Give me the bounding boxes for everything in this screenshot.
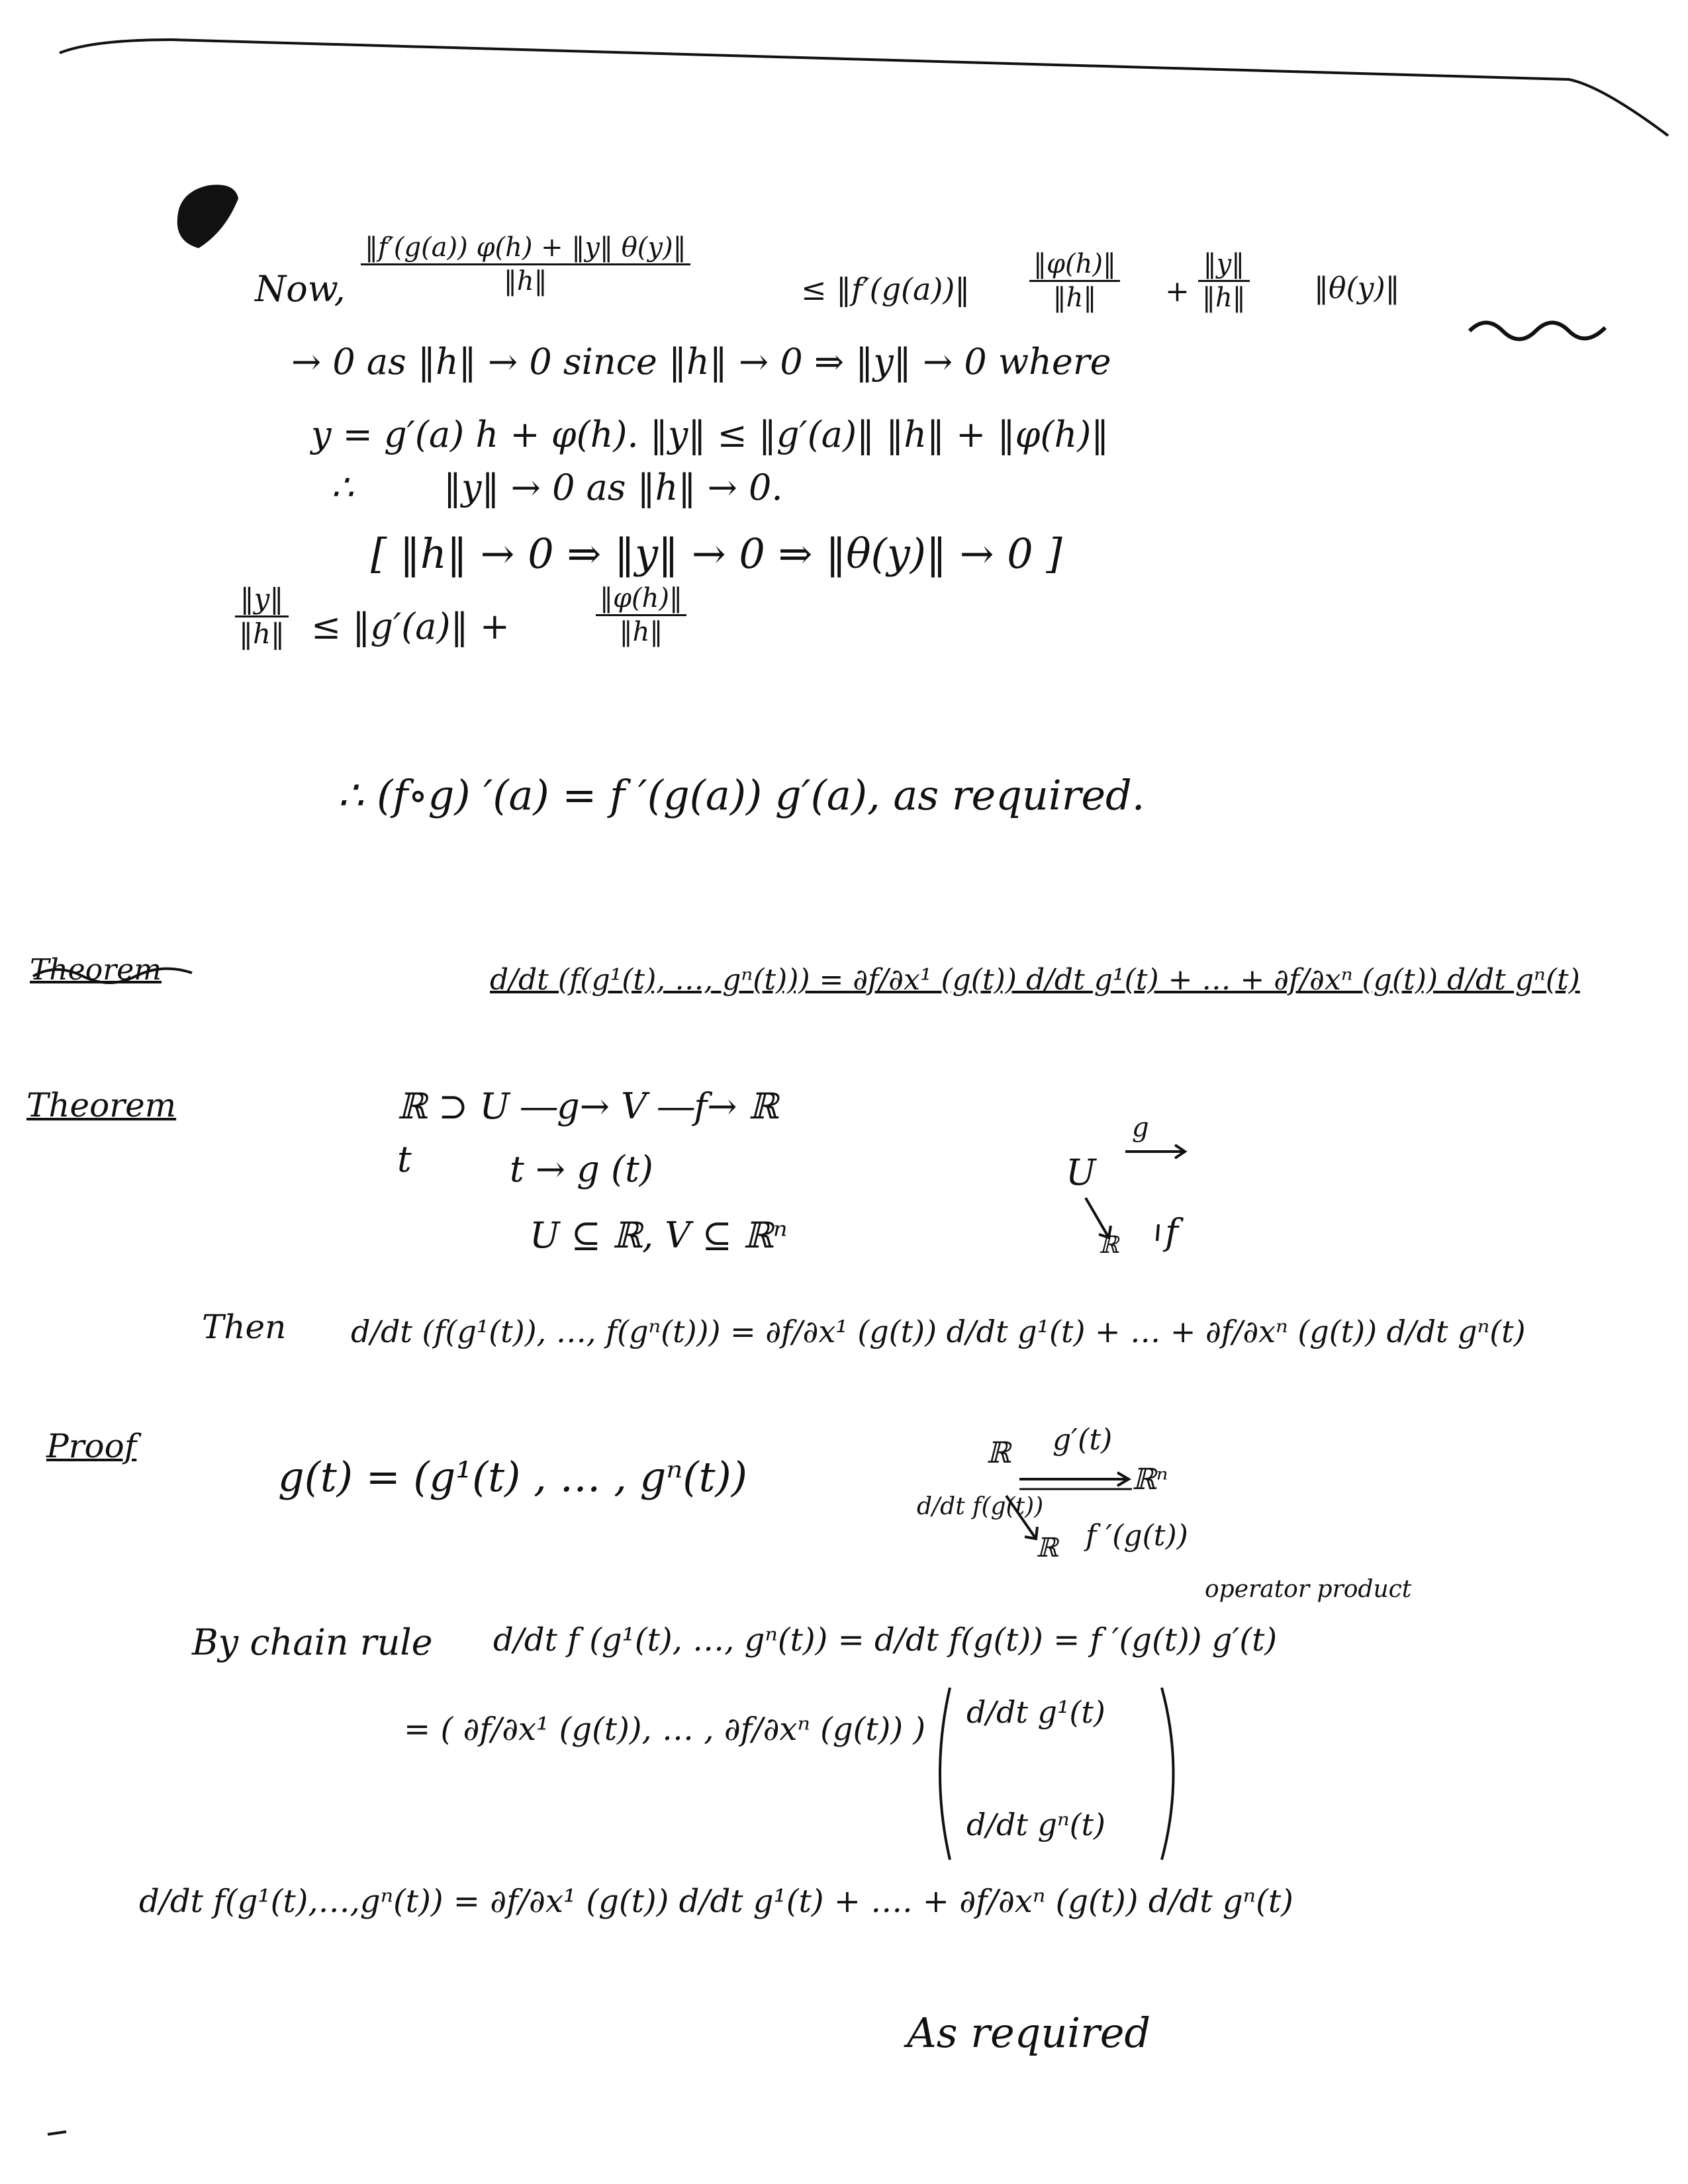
proof-diagram-R2: ℝ xyxy=(1036,1533,1058,1563)
then-label: Then xyxy=(202,1308,287,1346)
diagram-U: U xyxy=(1066,1152,1096,1193)
phi-over-h-numerator: ‖φ(h)‖ xyxy=(596,582,686,616)
bottom-mark xyxy=(46,2128,73,2141)
y-over-h-fraction xyxy=(235,582,289,651)
diagram-R: ℝ xyxy=(1099,1232,1119,1259)
y-fraction-denominator: ‖h‖ xyxy=(1202,283,1246,313)
theorem-label-struck: Theorem xyxy=(30,953,162,987)
proof-diagram-gt: g′(t) xyxy=(1053,1423,1113,1457)
scribble-strikeout xyxy=(1466,311,1612,344)
bracket-implication-line: [ ‖h‖ → 0 ⇒ ‖y‖ → 0 ⇒ ‖θ(y)‖ → 0 ] xyxy=(371,529,1062,578)
phi-over-h-fraction xyxy=(596,582,686,648)
y-over-h-numerator: ‖y‖ xyxy=(235,582,289,617)
now-label: Now, xyxy=(255,268,346,310)
theorem-domain-line: U ⊆ ℝ, V ⊆ ℝⁿ xyxy=(530,1214,788,1256)
y-fraction-numerator: ‖y‖ xyxy=(1198,248,1250,282)
proof-g-definition: g(t) = (g¹(t) , … , gⁿ(t)) xyxy=(278,1453,747,1501)
theta-term: ‖θ(y)‖ xyxy=(1314,271,1400,305)
inequality-term1: ≤ ‖f′(g(a))‖ xyxy=(801,271,970,307)
main-fraction-denominator: ‖h‖ xyxy=(503,266,547,296)
proof-label: Proof xyxy=(46,1427,137,1465)
theorem-label: Theorem xyxy=(26,1086,177,1124)
theorem-t-map: t → g (t) xyxy=(510,1148,653,1190)
proof-diagram-right-label: f ′(g(t)) xyxy=(1086,1519,1188,1553)
theorem-t-variable: t xyxy=(397,1138,412,1180)
y-limit-line: ‖y‖ → 0 as ‖h‖ → 0. xyxy=(444,467,783,508)
y-over-h-denominator: ‖h‖ xyxy=(239,617,285,651)
chain-rule-conclusion: ∴ (f∘g) ′(a) = f ′(g(a)) g′(a), as required. xyxy=(338,771,1145,819)
then-formula: d/dt (f(g¹(t)), …, f(gⁿ(t))) = ∂f/∂x¹ (g(t)) d/dt g¹(t) + … + ∂f/∂xⁿ (g(t)) d/dt gⁿ(t) xyxy=(351,1314,1526,1349)
main-fraction xyxy=(361,232,690,297)
theorem-formula-struck: d/dt (f(g¹(t), …, gⁿ(t))) = ∂f/∂x¹ (g(t)) d/dt g¹(t) + … + ∂f/∂xⁿ (g(t)) d/dt gⁿ(t) xyxy=(490,963,1580,997)
proof-diagram-Rn: ℝⁿ xyxy=(1132,1463,1168,1496)
proof-diagram-arrows xyxy=(973,1443,1172,1562)
chain-rule-label: By chain rule xyxy=(192,1621,433,1663)
main-fraction-numerator: ‖f′(g(a)) φ(h) + ‖y‖ θ(y)‖ xyxy=(361,232,690,265)
proof-diagram-left-label: d/dt f(g(t)) xyxy=(917,1493,1044,1520)
y-definition-line: y = g′(a) h + φ(h). ‖y‖ ≤ ‖g′(a)‖ ‖h‖ + ‖φ(h)‖ xyxy=(311,414,1109,455)
page-edge-curve xyxy=(0,0,1688,199)
diagram-f: f xyxy=(1165,1211,1178,1253)
therefore-symbol: ∴ xyxy=(331,467,354,508)
ink-blot xyxy=(172,179,245,251)
phi-fraction-denominator: ‖h‖ xyxy=(1053,283,1097,313)
plus-sign: + xyxy=(1165,275,1190,308)
theorem-map-line: ℝ ⊃ U ―g→ V ―f→ ℝ xyxy=(397,1085,778,1127)
diagram-g: g xyxy=(1132,1113,1149,1143)
chain-rule-formula: d/dt f (g¹(t), …, gⁿ(t)) = d/dt f(g(t)) = f ′(g(t)) g′(t) xyxy=(493,1621,1278,1659)
y-fraction xyxy=(1198,248,1250,314)
phi-fraction xyxy=(1029,248,1120,314)
operator-product-annotation: operator product xyxy=(1205,1576,1412,1603)
as-required-text: As required xyxy=(907,2009,1151,2057)
limit-line: → 0 as ‖h‖ → 0 since ‖h‖ → 0 ⇒ ‖y‖ → 0 where xyxy=(291,341,1111,383)
proof-diagram-R1: ℝ xyxy=(986,1436,1011,1470)
commutative-diagram-arrows xyxy=(1059,1125,1231,1257)
column-vector-top: d/dt g¹(t) xyxy=(966,1694,1105,1730)
phi-over-h-denominator: ‖h‖ xyxy=(619,617,663,647)
label-scribble xyxy=(30,960,195,986)
phi-fraction-numerator: ‖φ(h)‖ xyxy=(1029,248,1120,282)
gradient-row: = ( ∂f/∂x¹ (g(t)), … , ∂f/∂xⁿ (g(t)) ) xyxy=(404,1711,926,1748)
bound-line: ≤ ‖g′(a)‖ + xyxy=(311,606,510,647)
final-derivative-line: d/dt f(g¹(t),…,gⁿ(t)) = ∂f/∂x¹ (g(t)) d/dt g¹(t) + …. + ∂f/∂xⁿ (g(t)) d/dt gⁿ(t) xyxy=(139,1883,1293,1920)
column-vector-bottom: d/dt gⁿ(t) xyxy=(966,1807,1105,1843)
